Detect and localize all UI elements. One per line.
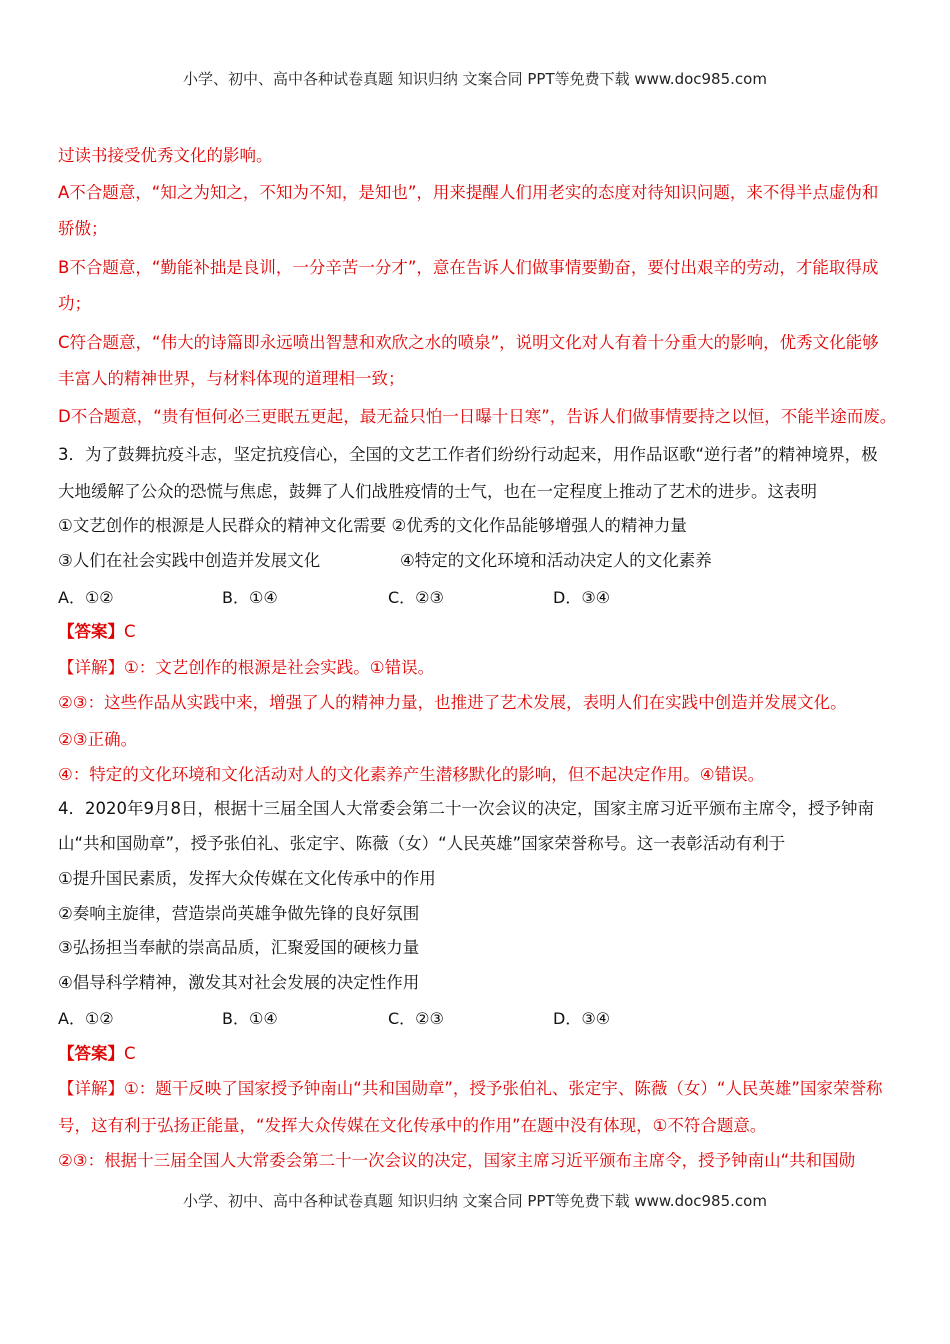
answer-value: C xyxy=(124,622,136,641)
q3-option-d: D．③④ xyxy=(553,588,611,607)
q2-option-d-analysis: D不合题意，“贵有恒何必三更眠五更起，最无益只怕一日曝十日寒”，告诉人们做事情要持之以恒，不能半途而废。 xyxy=(58,407,897,426)
q4-item-4: ④倡导科学精神，激发其对社会发展的决定性作用 xyxy=(58,973,420,992)
q4-option-b: B．①④ xyxy=(222,1009,278,1028)
explanation-text: ①：题干反映了国家授予钟南山“共和国勋章”，授予张伯礼、张定宇、陈薇（女）“人民英雄”国家荣誉称 xyxy=(124,1079,883,1098)
q3-option-c: C．②③ xyxy=(388,588,444,607)
q3-item-4: ④特定的文化环境和活动决定人的文化素养 xyxy=(400,551,712,570)
q3-explanation-1 xyxy=(58,657,903,679)
q2-option-b-analysis-cont: 功； xyxy=(58,294,91,313)
q3-explanation-2: ②③：这些作品从实践中来，增强了人的精神力量，也推进了艺术发展，表明人们在实践中创造并发展文化。 xyxy=(58,693,847,712)
q3-stem-cont: 大地缓解了公众的恐慌与焦虑，鼓舞了人们战胜疫情的士气，也在一定程度上推动了艺术的进步。这表明 xyxy=(58,482,817,501)
page-footer: 小学、初中、高中各种试卷真题 知识归纳 文案合同 PPT等免费下载 www.doc985.com xyxy=(183,1192,767,1210)
q4-explanation-2: 号，这有利于弘扬正能量，“发挥大众传媒在文化传承中的作用”在题中没有体现，①不符合题意。 xyxy=(58,1116,767,1135)
q2-option-c-analysis-cont: 丰富人的精神世界，与材料体现的道理相一致； xyxy=(58,369,405,388)
q3-option-a: A．①② xyxy=(58,588,114,607)
explanation-text: ①：文艺创作的根源是社会实践。①错误。 xyxy=(124,658,435,677)
answer-label: 【答案】 xyxy=(58,1044,124,1063)
explanation-label: 【详解】 xyxy=(58,1079,124,1098)
q3-option-b: B．①④ xyxy=(222,588,278,607)
q3-items-1-2: ①文艺创作的根源是人民群众的精神文化需要 ②优秀的文化作品能够增强人的精神力量 xyxy=(58,516,687,535)
q4-option-c: C．②③ xyxy=(388,1009,444,1028)
q3-explanation-4: ④：特定的文化环境和文化活动对人的文化素养产生潜移默化的影响，但不起决定作用。④错误。 xyxy=(58,765,765,784)
q4-explanation-3: ②③：根据十三届全国人大常委会第二十一次会议的决定，国家主席习近平颁布主席令，授予钟南山“共和国勋 xyxy=(58,1151,856,1170)
q4-answer xyxy=(58,1043,903,1065)
explanation-label: 【详解】 xyxy=(58,658,124,677)
q3-item-3: ③人们在社会实践中创造并发展文化 xyxy=(58,551,321,570)
q2-analysis-line: 过读书接受优秀文化的影响。 xyxy=(58,146,273,165)
answer-value: C xyxy=(124,1044,136,1063)
q4-option-a: A．①② xyxy=(58,1009,114,1028)
q4-stem: 4．2020年9月8日，根据十三届全国人大常委会第二十一次会议的决定，国家主席习近平颁布主席令，授予钟南 xyxy=(58,799,874,818)
q3-explanation-3: ②③正确。 xyxy=(58,730,138,749)
q4-option-d: D．③④ xyxy=(553,1009,611,1028)
q3-answer xyxy=(58,621,903,643)
q2-option-a-analysis-cont: 骄傲； xyxy=(58,219,108,238)
q4-item-2: ②奏响主旋律，营造崇尚英雄争做先锋的良好氛围 xyxy=(58,904,420,923)
q2-option-a-analysis: A不合题意，“知之为知之，不知为不知，是知也”，用来提醒人们用老实的态度对待知识问题，来不得半点虚伪和 xyxy=(58,183,879,202)
page-header: 小学、初中、高中各种试卷真题 知识归纳 文案合同 PPT等免费下载 www.doc985.com xyxy=(183,70,767,88)
q4-item-3: ③弘扬担当奉献的崇高品质，汇聚爱国的硬核力量 xyxy=(58,938,420,957)
q4-explanation-1 xyxy=(58,1078,903,1100)
q4-item-1: ①提升国民素质，发挥大众传媒在文化传承中的作用 xyxy=(58,869,436,888)
q2-option-c-analysis: C符合题意，“伟大的诗篇即永远喷出智慧和欢欣之水的喷泉”，说明文化对人有着十分重大的影响，优秀文化能够 xyxy=(58,333,879,352)
q3-stem: 3．为了鼓舞抗疫斗志，坚定抗疫信心，全国的文艺工作者们纷纷行动起来，用作品讴歌“逆行者”的精神境界，极 xyxy=(58,445,878,464)
q2-option-b-analysis: B不合题意，“勤能补拙是良训，一分辛苦一分才”，意在告诉人们做事情要勤奋，要付出艰辛的劳动，才能取得成 xyxy=(58,258,879,277)
answer-label: 【答案】 xyxy=(58,622,124,641)
q4-stem-cont: 山“共和国勋章”，授予张伯礼、张定宇、陈薇（女）“人民英雄”国家荣誉称号。这一表彰活动有利于 xyxy=(58,834,786,853)
